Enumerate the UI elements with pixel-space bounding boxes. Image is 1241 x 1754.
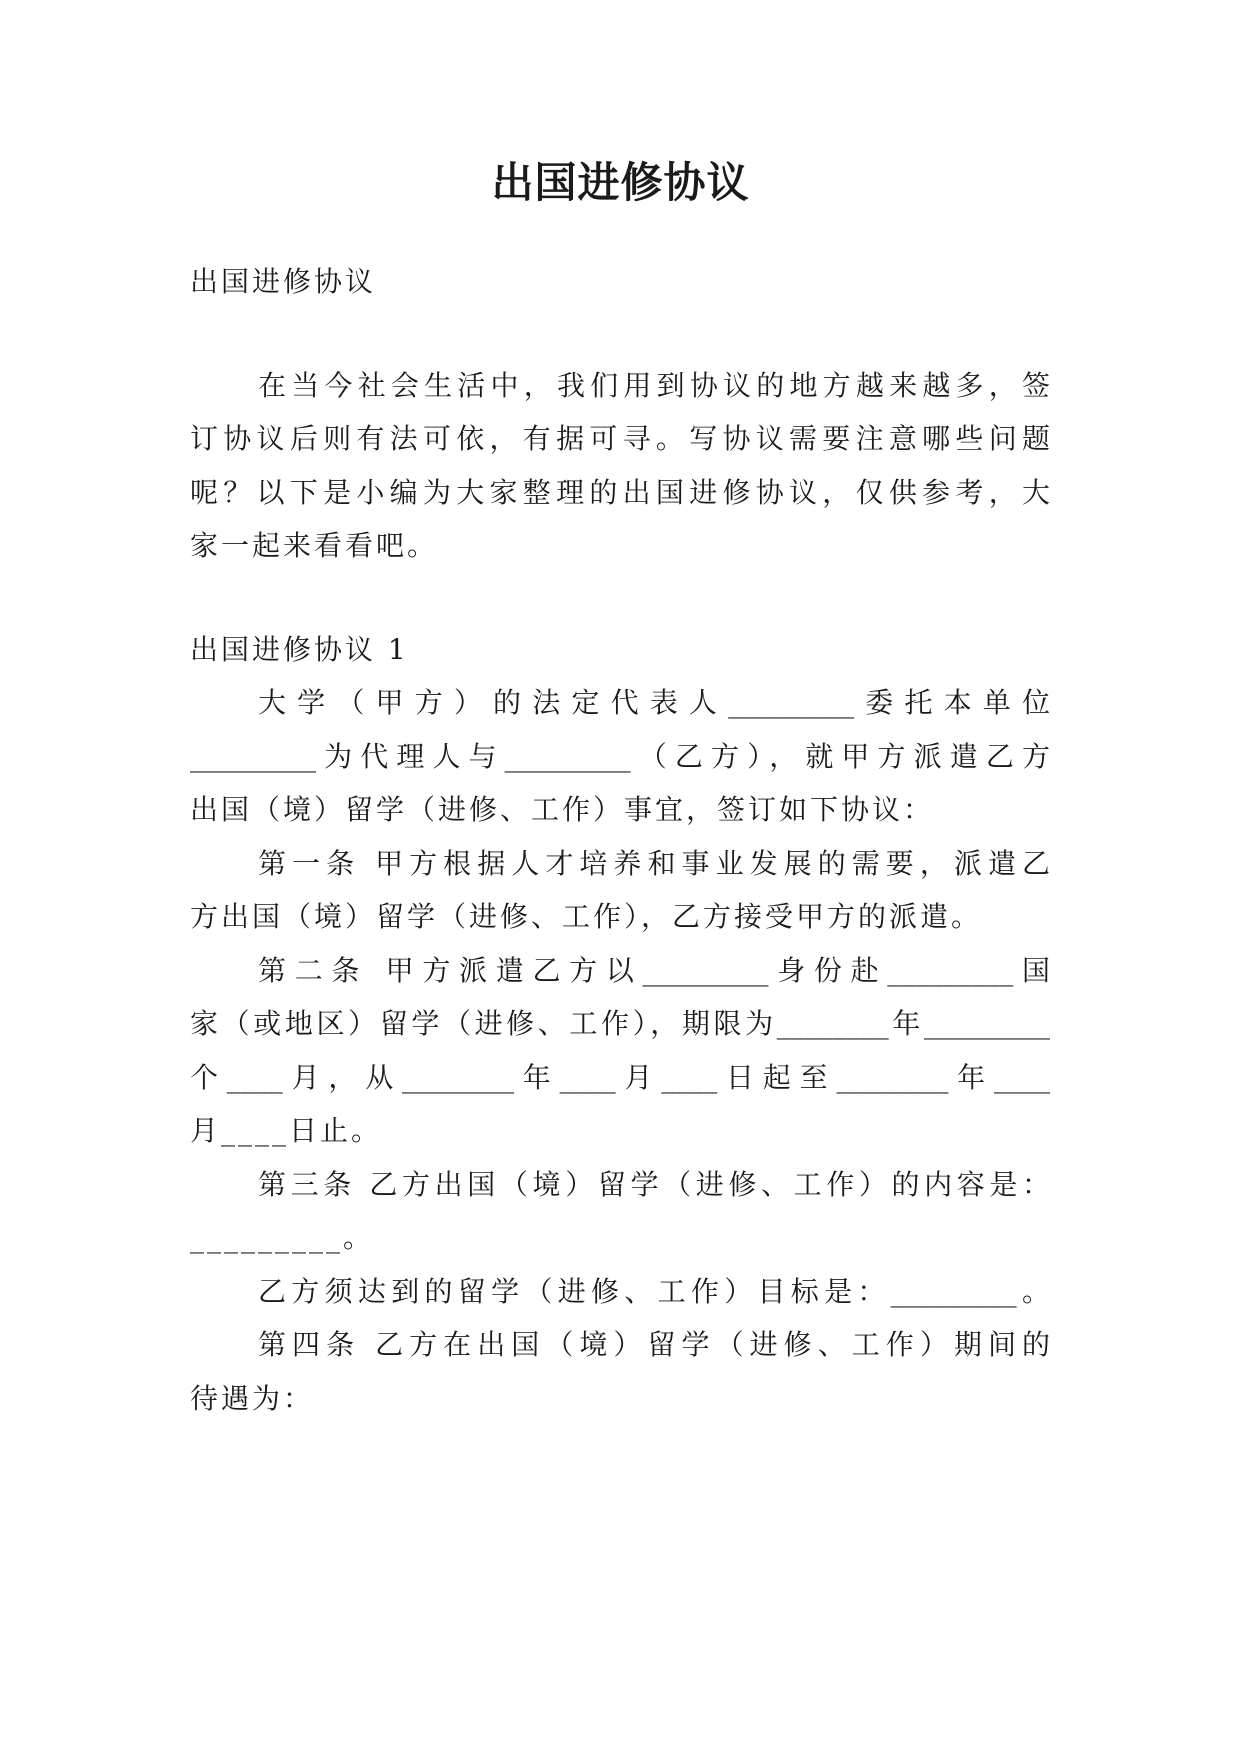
goal-line: 乙方须达到的留学（进修、工作）目标是：_________。: [258, 1275, 1050, 1308]
subtitle: 出国进修协议: [190, 265, 377, 298]
article-1-line-1: 第一条 甲方根据人才培养和事业发展的需要，派遣乙: [258, 847, 1050, 880]
article-3-line-1: 第三条 乙方出国（境）留学（进修、工作）的内容是：: [258, 1168, 1050, 1201]
article-4-line-1: 第四条 乙方在出国（境）留学（进修、工作）期间的: [258, 1328, 1050, 1361]
article-4-line-2: 待遇为：: [190, 1382, 315, 1415]
article-2-line-3: 个____月，从________年____月____日起至________年____: [190, 1061, 1050, 1094]
article-2-line-4: 月____日止。: [190, 1114, 383, 1147]
section-heading: 出国进修协议 1: [190, 633, 409, 666]
intro-line-4: 家一起来看看吧。: [190, 529, 439, 562]
article-3-line-2: _________。: [190, 1221, 375, 1254]
article-2-line-1: 第二条 甲方派遣乙方以_________身份赴_________国: [258, 954, 1050, 987]
article-1-line-2: 方出国（境）留学（进修、工作），乙方接受甲方的派遣。: [190, 900, 983, 933]
para-line-2: _________为代理人与_________（乙方），就甲方派遣乙方: [190, 740, 1050, 773]
article-2-line-2: 家（或地区）留学（进修、工作），期限为________年_________: [190, 1007, 1050, 1040]
para-line-3: 出国（境）留学（进修、工作）事宜，签订如下协议：: [190, 793, 935, 826]
intro-line-1: 在当今社会生活中，我们用到协议的地方越来越多，签: [258, 369, 1050, 402]
intro-line-3: 呢？以下是小编为大家整理的出国进修协议，仅供参考，大: [190, 476, 1050, 509]
para-line-1: 大学（甲方）的法定代表人_________委托本单位: [258, 686, 1050, 719]
intro-line-2: 订协议后则有法可依，有据可寻。写协议需要注意哪些问题: [190, 422, 1050, 455]
document-title: 出国进修协议: [491, 158, 750, 207]
